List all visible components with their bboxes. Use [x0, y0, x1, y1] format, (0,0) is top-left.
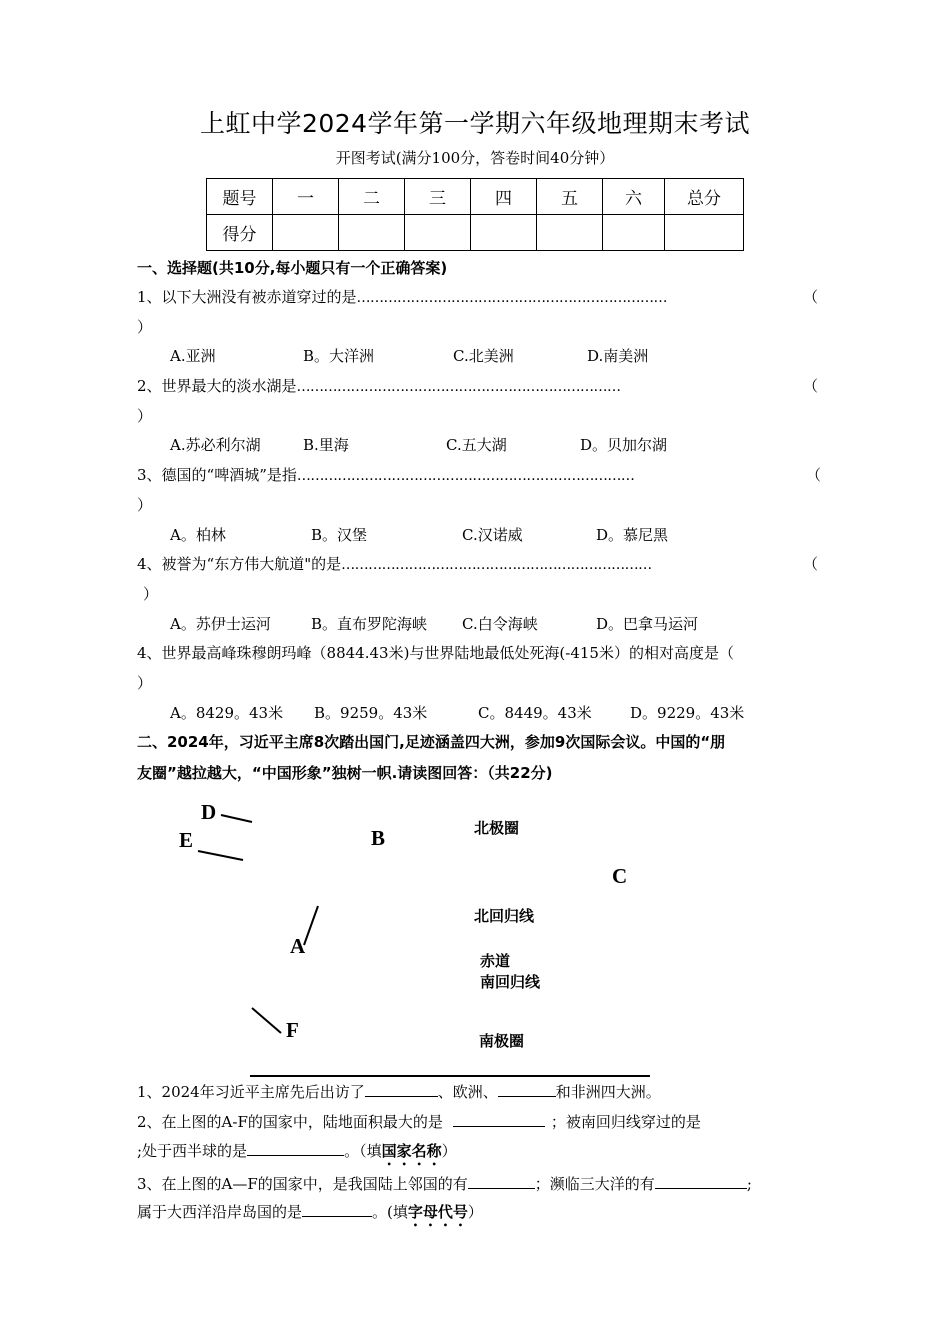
answer-blank[interactable] — [655, 1172, 747, 1189]
option-b: B。汉堡 — [311, 526, 368, 544]
answer-paren-close: ） — [137, 407, 153, 425]
arctic-circle-label: 北极圈 — [474, 819, 520, 837]
q3-text-part: ；濒临三大洋的有 — [534, 1175, 655, 1193]
option-a: A.亚洲 — [170, 347, 216, 365]
answer-paren-close: ） — [137, 674, 153, 692]
option-d: D.南美洲 — [587, 347, 649, 365]
section2-heading-line2: 友圈”越拉越大，“中国形象”独树一帜.请读图回答：（共22分) — [137, 764, 553, 782]
score-header-cell: 二 — [339, 179, 405, 215]
q3-text-part: 3、在上图的A—F的国家中，是我国陆上邻国的有 — [137, 1175, 468, 1193]
score-entry-cell[interactable] — [405, 215, 471, 251]
score-row-label: 得分 — [207, 215, 273, 251]
answer-paren-close: ） — [137, 318, 153, 336]
map-label-c: C — [612, 864, 628, 888]
question-5-stem: 4、世界最高峰珠穆朗玛峰（8844.43米)与世界陆地最低处死海(-415米）的相对高度是（ — [137, 644, 734, 662]
option-a: A。柏林 — [170, 526, 226, 544]
q3-text-part: ） — [467, 1203, 483, 1221]
country-f-pointer — [252, 1008, 281, 1033]
section2-question-2-line1 — [137, 1110, 701, 1132]
country-a-pointer — [304, 906, 318, 945]
option-c: C.白令海峡 — [462, 615, 538, 633]
option-d: D。慕尼黑 — [596, 526, 669, 544]
option-d: D。贝加尔湖 — [580, 436, 668, 454]
score-header-cell: 题号 — [207, 179, 273, 215]
q2-text-part: 。（填 — [344, 1142, 382, 1160]
question-2-stem — [137, 375, 621, 396]
map-label-e: E — [179, 828, 194, 852]
antarctic-circle-label: 南极圈 — [479, 1032, 525, 1050]
answer-paren-close: ） — [143, 585, 159, 603]
answer-paren-open: （ — [803, 288, 819, 306]
q2-text-part: ） — [441, 1142, 457, 1160]
section2-heading-line1: 二、2024年，习近平主席8次踏出国门,足迹涵盖四大洲，参加9次国际会议。中国的“朋 — [137, 733, 726, 751]
answer-blank[interactable] — [365, 1080, 438, 1097]
answer-paren-open: （ — [803, 377, 819, 395]
option-c: C.五大湖 — [446, 436, 507, 454]
option-b: B。直布罗陀海峡 — [311, 615, 428, 633]
section2-question-1 — [137, 1080, 661, 1102]
answer-blank[interactable] — [247, 1139, 344, 1156]
question-3-stem — [137, 464, 634, 485]
question-1-stem — [137, 286, 667, 307]
question-stem-text: 3、德国的“啤酒城”是指 — [137, 466, 297, 484]
option-a: A.苏必利尔湖 — [170, 436, 261, 454]
score-header-cell: 四 — [471, 179, 537, 215]
option-d: D。9229。43米 — [630, 704, 745, 722]
option-a: A。苏伊士运河 — [170, 615, 271, 633]
q2-text-part: ；被南回归线穿过的是 — [550, 1113, 701, 1131]
score-header-cell: 总分 — [665, 179, 744, 215]
q1-text-part: 和非洲四大洲。 — [555, 1083, 661, 1101]
option-d: D。巴拿马运河 — [596, 615, 699, 633]
dot-leader: …………………………………………………………… — [356, 290, 668, 306]
country-e-pointer — [198, 851, 243, 860]
q3-text-part: 。(填 — [372, 1203, 408, 1221]
q2-text-part: 2、在上图的A-F的国家中，陆地面积最大的是 — [137, 1113, 443, 1131]
q3-text-part: 属于大西洋沿岸岛国的是 — [137, 1203, 303, 1221]
answer-paren-close: ） — [137, 496, 153, 514]
option-a: A。8429。43米 — [170, 704, 284, 722]
q1-text-part: 1、2024年习近平主席先后出访了 — [137, 1083, 365, 1101]
score-entry-cell[interactable] — [339, 215, 405, 251]
score-header-cell: 三 — [405, 179, 471, 215]
option-c: C.汉诺威 — [462, 526, 523, 544]
page-title: 上虹中学2024学年第一学期六年级地理期末考试 — [199, 109, 751, 138]
map-label-f: F — [286, 1018, 299, 1042]
q2-text-part: ;处于西半球的是 — [137, 1142, 248, 1160]
score-entry-cell[interactable] — [537, 215, 603, 251]
option-c: C。8449。43米 — [478, 704, 592, 722]
question-4-stem — [137, 553, 652, 574]
question-stem-text: 4、被誉为“东方伟大航道"的是 — [137, 555, 342, 573]
answer-blank[interactable] — [453, 1110, 545, 1127]
section2-question-2-line2 — [137, 1139, 457, 1169]
option-b: B。大洋洲 — [303, 347, 375, 365]
question-stem-text: 2、世界最大的淡水湖是 — [137, 377, 297, 395]
option-c: C.北美洲 — [453, 347, 514, 365]
score-entry-cell[interactable] — [603, 215, 665, 251]
score-entry-cell[interactable] — [665, 215, 744, 251]
answer-blank[interactable] — [498, 1080, 556, 1097]
section2-question-3-line2 — [137, 1200, 483, 1230]
map-label-d: D — [201, 800, 217, 824]
q1-text-part: 、欧洲、 — [437, 1083, 498, 1101]
answer-blank[interactable] — [468, 1172, 535, 1189]
tropic-of-capricorn-label: 南回归线 — [480, 973, 541, 991]
option-b: B。9259。43米 — [314, 704, 428, 722]
answer-paren-open: （ — [803, 555, 819, 573]
score-table — [206, 178, 744, 251]
exam-subtitle: 开图考试(满分100分，答卷时间40分钟） — [335, 149, 615, 167]
score-header-cell: 五 — [537, 179, 603, 215]
answer-blank[interactable] — [302, 1200, 372, 1217]
question-stem-text: 1、以下大洲没有被赤道穿过的是 — [137, 288, 357, 306]
q3-emphasis-text: 字母代号 — [407, 1203, 468, 1221]
score-entry-cell[interactable] — [273, 215, 339, 251]
dot-leader: ……………………………………………………………… — [296, 379, 621, 395]
dot-leader: ………………………………………………………………… — [296, 468, 635, 484]
map-label-b: B — [371, 826, 386, 850]
q2-emphasis-text: 国家名称 — [381, 1142, 442, 1160]
score-entry-cell[interactable] — [471, 215, 537, 251]
score-table-score-row — [207, 215, 744, 251]
answer-paren-open: （ — [806, 466, 822, 484]
score-header-cell: 一 — [273, 179, 339, 215]
equator-label: 赤道 — [480, 952, 511, 970]
map-label-a: A — [290, 934, 306, 958]
section1-heading: 一、选择题(共10分,每小题只有一个正确答案) — [137, 259, 448, 277]
section2-question-3-line1 — [137, 1172, 752, 1194]
score-table-header-row — [207, 179, 744, 215]
q3-text-part: ; — [746, 1175, 752, 1193]
country-d-pointer — [221, 815, 252, 822]
dot-leader: …………………………………………………………… — [341, 557, 652, 573]
option-b: B.里海 — [303, 436, 349, 454]
tropic-of-cancer-label: 北回归线 — [474, 907, 535, 925]
score-header-cell: 六 — [603, 179, 665, 215]
